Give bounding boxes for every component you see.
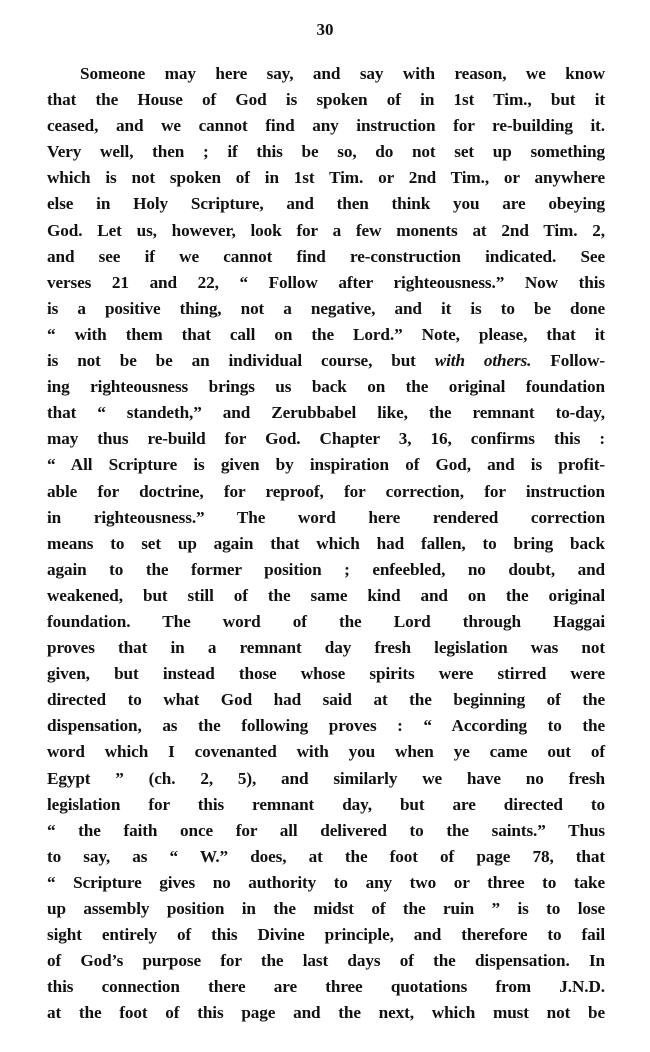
text-line bbox=[47, 400, 605, 426]
text-line bbox=[47, 870, 605, 896]
text-segment: to say, as “ W.” does, at the foot of page 78, that bbox=[47, 846, 605, 866]
text-line bbox=[47, 818, 605, 844]
text-segment: Someone may here say, and say with reason, we know bbox=[80, 64, 605, 83]
text-line bbox=[47, 479, 605, 505]
text-segment: of God’s purpose for the last days of the dispensation. In bbox=[47, 951, 605, 971]
text-line bbox=[47, 531, 605, 557]
text-line bbox=[47, 426, 605, 452]
text-segment: “ Scripture gives no authority to any two or three to take bbox=[47, 872, 605, 892]
text-segment: able for doctrine, for reproof, for correction, for instruction bbox=[47, 481, 605, 501]
text-segment: ing righteousness brings us back on the original foundation bbox=[47, 377, 605, 397]
text-line bbox=[47, 948, 605, 974]
text-line bbox=[47, 661, 605, 687]
text-segment: Very well, then ; if this be so, do not set up something bbox=[47, 142, 605, 162]
text-line bbox=[47, 844, 605, 870]
text-line bbox=[47, 61, 605, 87]
text-line bbox=[47, 557, 605, 583]
text-segment: that the House of God is spoken of in 1st Tim., but it bbox=[47, 90, 605, 110]
text-line bbox=[47, 191, 605, 217]
text-line bbox=[47, 635, 605, 661]
text-segment: which is not spoken of in 1st Tim. or 2nd Tim., or anywhere bbox=[47, 168, 605, 188]
text-line bbox=[47, 218, 605, 244]
text-segment: “ the faith once for all delivered to the saints.” Thus bbox=[47, 820, 605, 840]
text-segment: “ All Scripture is given by inspiration of God, and is profit- bbox=[47, 455, 605, 475]
text-line bbox=[47, 922, 605, 948]
text-segment: directed to what God had said at the beginning of the bbox=[47, 690, 605, 710]
page-number: 30 bbox=[316, 20, 334, 39]
text-segment: is not be be an individual course, but bbox=[47, 351, 435, 371]
text-line bbox=[47, 296, 605, 322]
text-segment: God. Let us, however, look for a few monents at 2nd Tim. 2, bbox=[47, 220, 605, 240]
text-segment: at the foot of this page and the next, which must not be bbox=[47, 1003, 605, 1023]
text-line bbox=[47, 713, 605, 739]
text-segment: word which I covenanted with you when ye came out of bbox=[47, 742, 605, 762]
text-segment: given, but instead those whose spirits were stirred were bbox=[47, 664, 605, 684]
text-line bbox=[47, 687, 605, 713]
text-line bbox=[47, 739, 605, 765]
text-segment: ceased, and we cannot find any instruction for re-building it. bbox=[47, 116, 605, 136]
body-paragraph bbox=[47, 61, 605, 1026]
text-line bbox=[47, 322, 605, 348]
text-line bbox=[47, 113, 605, 139]
text-line bbox=[47, 165, 605, 191]
text-segment: else in Holy Scripture, and then think you are obeying bbox=[47, 194, 605, 214]
text-line bbox=[47, 244, 605, 270]
text-line bbox=[47, 766, 605, 792]
text-segment: sight entirely of this Divine principle, and therefore to fail bbox=[47, 925, 605, 945]
text-segment: verses 21 and 22, “ Follow after righteousness.” Now this bbox=[47, 272, 605, 292]
text-segment: that “ standeth,” and Zerubbabel like, the remnant to-day, bbox=[47, 403, 605, 423]
text-line bbox=[47, 452, 605, 478]
text-line bbox=[47, 505, 605, 531]
text-segment: dispensation, as the following proves : “ According to the bbox=[47, 716, 605, 736]
text-segment: means to set up again that which had fallen, to bring back bbox=[47, 533, 605, 553]
text-line bbox=[47, 348, 605, 374]
text-segment: up assembly position in the midst of the ruin ” is to lose bbox=[47, 899, 605, 918]
text-segment: Follow- bbox=[531, 351, 606, 371]
text-segment: foundation. The word of the Lord through Haggai bbox=[47, 611, 605, 631]
text-segment: and see if we cannot find re-construction indicated. See bbox=[47, 246, 605, 266]
text-line bbox=[47, 792, 605, 818]
text-line bbox=[47, 583, 605, 609]
text-segment: proves that in a remnant day fresh legislation was not bbox=[47, 638, 605, 658]
text-segment: again to the former position ; enfeebled, no doubt, and bbox=[47, 559, 605, 579]
italic-text: with others. bbox=[434, 351, 532, 371]
text-line bbox=[47, 1000, 605, 1026]
text-segment: this connection there are three quotations from J.N.D. bbox=[47, 977, 605, 997]
text-line bbox=[47, 896, 605, 922]
text-line bbox=[47, 139, 605, 165]
text-line bbox=[47, 270, 605, 296]
text-segment: in righteousness.” The word here rendered correction bbox=[47, 507, 605, 527]
text-line bbox=[47, 374, 605, 400]
text-line bbox=[47, 974, 605, 1000]
text-line bbox=[47, 609, 605, 635]
text-line bbox=[47, 87, 605, 113]
text-segment: is a positive thing, not a negative, and it is to be done bbox=[47, 298, 605, 318]
text-segment: “ with them that call on the Lord.” Note, please, that it bbox=[47, 324, 605, 344]
text-segment: legislation for this remnant day, but are directed to bbox=[47, 794, 605, 814]
text-segment: may thus re-build for God. Chapter 3, 16, confirms this : bbox=[47, 429, 605, 449]
text-segment: Egypt ” (ch. 2, 5), and similarly we have no fresh bbox=[47, 768, 605, 788]
text-segment: weakened, but still of the same kind and on the original bbox=[47, 585, 605, 605]
